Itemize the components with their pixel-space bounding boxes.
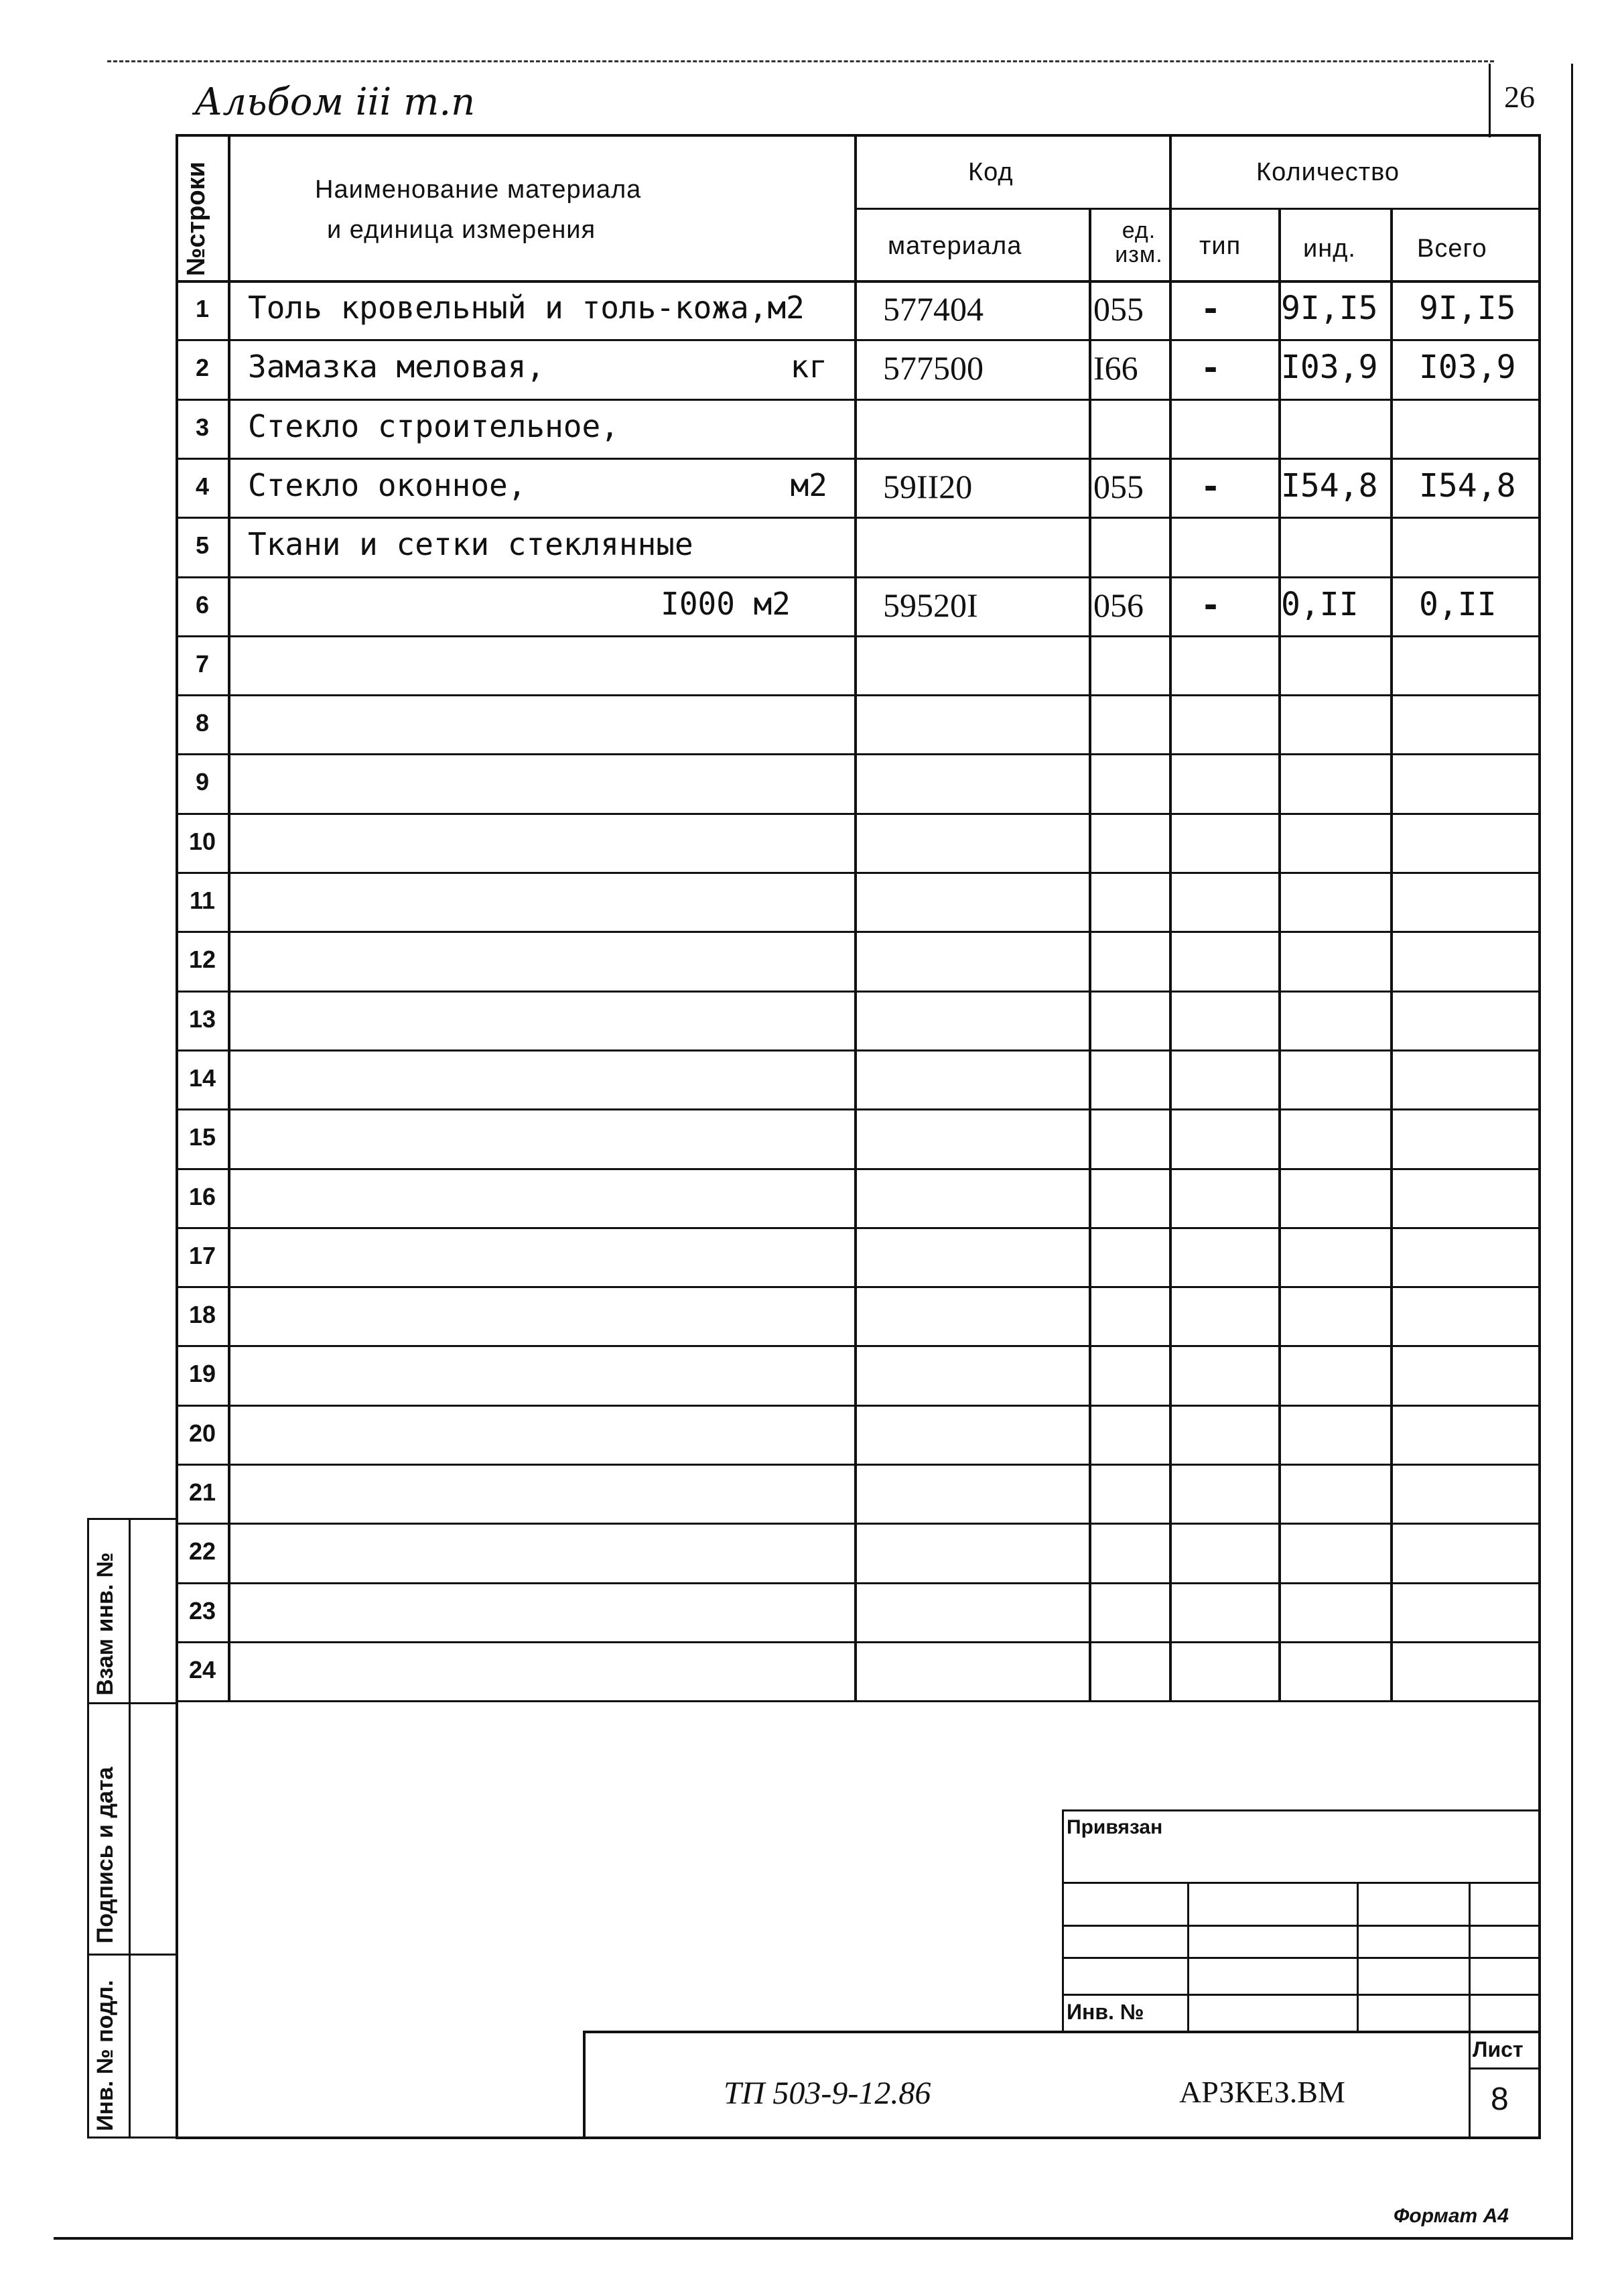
cell-unit: I66 (1093, 349, 1138, 387)
header-code: Код (968, 158, 1014, 186)
header-material: материала (888, 232, 1022, 260)
sheet-left (1469, 2031, 1471, 2138)
row-line (176, 1286, 1541, 1288)
stamp-inv-podl: Инв. № подл. (92, 1980, 118, 2131)
row-number: 17 (188, 1242, 216, 1269)
frame-right (1538, 134, 1541, 2138)
row-number: 3 (195, 413, 210, 441)
frame-outer-right (1571, 64, 1573, 2238)
row-number: 7 (195, 650, 210, 678)
row-line (176, 1405, 1541, 1407)
row-number: 5 (195, 531, 210, 559)
privyazan-label: Привязан (1067, 1816, 1163, 1838)
stamp-div2 (87, 1954, 177, 1956)
row-line (176, 813, 1541, 815)
col-ind-right (1390, 208, 1393, 1702)
row-line (176, 339, 1541, 341)
sheet-label: Лист (1473, 2037, 1524, 2061)
row-number: 8 (195, 709, 210, 737)
cell-unit-name: кг (790, 348, 827, 385)
format-label: Формат А4 (1394, 2205, 1509, 2227)
cell-unit: 055 (1093, 468, 1144, 505)
row-line (176, 872, 1541, 874)
stamp-left-line (87, 1518, 89, 2138)
table-top-border (176, 134, 1541, 137)
row-line (176, 1641, 1541, 1643)
cell-ind: 9I,I5 (1281, 290, 1378, 327)
cell-unit: 056 (1093, 586, 1144, 624)
row-number: 15 (188, 1123, 216, 1151)
row-line (176, 1227, 1541, 1229)
row-line (176, 931, 1541, 933)
stamp-vzam: Взам инв. № (92, 1552, 118, 1696)
cell-ind: I54,8 (1281, 467, 1378, 505)
row-line (176, 1168, 1541, 1170)
cell-name: Стекло строительное, (248, 408, 619, 444)
album-note: Альбом ⅲ т.п (194, 80, 476, 124)
row-number: 1 (195, 295, 210, 322)
cell-type: - (1201, 290, 1221, 328)
cell-type: - (1201, 467, 1221, 506)
priv-v1 (1187, 1882, 1189, 2031)
inv-no-label: Инв. № (1067, 2000, 1144, 2024)
row-line (176, 635, 1541, 637)
cell-total: I54,8 (1419, 467, 1516, 505)
title-left (583, 2031, 586, 2138)
cell-total: 9I,I5 (1419, 290, 1516, 327)
top-edge-line (107, 60, 1494, 64)
cell-name: Замазка меловая, (248, 348, 545, 385)
cell-total: I03,9 (1419, 348, 1516, 386)
row-number: 16 (188, 1183, 216, 1210)
stamp-podpis: Подпись и дата (92, 1767, 118, 1943)
row-line (176, 1523, 1541, 1525)
stamp-bottom-line (87, 2136, 177, 2139)
header-total: Всего (1417, 235, 1487, 263)
row-number: 14 (188, 1064, 216, 1092)
header-row-no: №строки (182, 162, 210, 276)
col-name-right (854, 134, 857, 1702)
priv-v3 (1469, 1882, 1471, 2031)
stamp-div1 (87, 1702, 177, 1704)
row-line (176, 1582, 1541, 1584)
title-top (583, 2031, 1541, 2033)
cell-name: Толь кровельный и толь-кожа,м2 (248, 290, 805, 326)
page-bottom-line (54, 2237, 1573, 2240)
row-line (176, 991, 1541, 993)
cell-code: 59520I (883, 586, 978, 624)
header-name-line1: Наименование материала (315, 176, 642, 204)
cell-ind: 0,II (1281, 586, 1359, 623)
row-number: 9 (195, 768, 210, 795)
header-bottom (176, 280, 1541, 283)
row-number: 21 (188, 1478, 216, 1506)
row-line (176, 517, 1541, 519)
header-type: тип (1199, 232, 1241, 260)
header-ind: инд. (1303, 235, 1356, 263)
sheet-number: 8 (1491, 2082, 1509, 2117)
col-type-right (1278, 208, 1281, 1702)
header-quantity: Количество (1256, 158, 1400, 186)
col-material-right (1089, 208, 1091, 1702)
row-line (176, 1464, 1541, 1466)
row-number: 19 (188, 1360, 216, 1387)
cell-type: - (1201, 348, 1221, 387)
header-subline (854, 208, 1540, 210)
cell-ind: I03,9 (1281, 348, 1378, 386)
row-number: 11 (189, 887, 216, 914)
row-line (176, 1108, 1541, 1110)
row-number: 23 (188, 1597, 216, 1624)
row-line (176, 458, 1541, 460)
row-number: 6 (195, 591, 210, 619)
cell-code: 59II20 (883, 468, 973, 505)
sheet-divider (1469, 2067, 1540, 2069)
row-line (176, 399, 1541, 401)
stamp-mid-line (129, 1518, 131, 2138)
row-number: 13 (188, 1005, 216, 1033)
row-number: 20 (188, 1419, 216, 1447)
row-line (176, 694, 1541, 696)
cell-code: 577500 (883, 349, 984, 387)
doc-code (724, 2074, 931, 2112)
row-line (176, 1345, 1541, 1347)
cell-unit-name: I000 м2 (661, 586, 791, 622)
priv-top (1062, 1809, 1540, 1811)
priv-left (1062, 1809, 1064, 2031)
row-line (176, 1049, 1541, 1051)
cell-name: Ткани и сетки стеклянные (248, 526, 693, 562)
row-number: 24 (188, 1656, 216, 1683)
doc-code-text: ТП 503-9-12.86 (724, 2076, 931, 2111)
cell-unit: 055 (1093, 290, 1144, 328)
header-name-line2: и единица измерения (327, 216, 596, 244)
cell-code: 577404 (883, 290, 984, 328)
cell-type: - (1201, 586, 1221, 625)
row-number: 18 (188, 1301, 216, 1328)
row-line (176, 753, 1541, 755)
row-number: 12 (188, 946, 216, 973)
stamp-top-line (87, 1518, 177, 1520)
col-unit-right (1169, 134, 1172, 1702)
row-number: 4 (195, 472, 210, 500)
row-number: 10 (188, 828, 216, 855)
row-line (176, 576, 1541, 578)
row-number: 2 (195, 354, 210, 381)
header-unit: ед. изм. (1115, 218, 1163, 267)
cell-unit-name: м2 (790, 467, 827, 503)
page-number: 26 (1504, 80, 1535, 114)
cell-name: Стекло оконное, (248, 467, 527, 503)
row-line (176, 1700, 1541, 1702)
doc-mark: АРЗКЕЗ.ВМ (1179, 2075, 1345, 2109)
priv-v2 (1357, 1882, 1359, 2031)
page-number-divider (1489, 64, 1491, 137)
row-number: 22 (188, 1537, 216, 1565)
frame-bottom (176, 2136, 1541, 2139)
cell-total: 0,II (1419, 586, 1497, 623)
